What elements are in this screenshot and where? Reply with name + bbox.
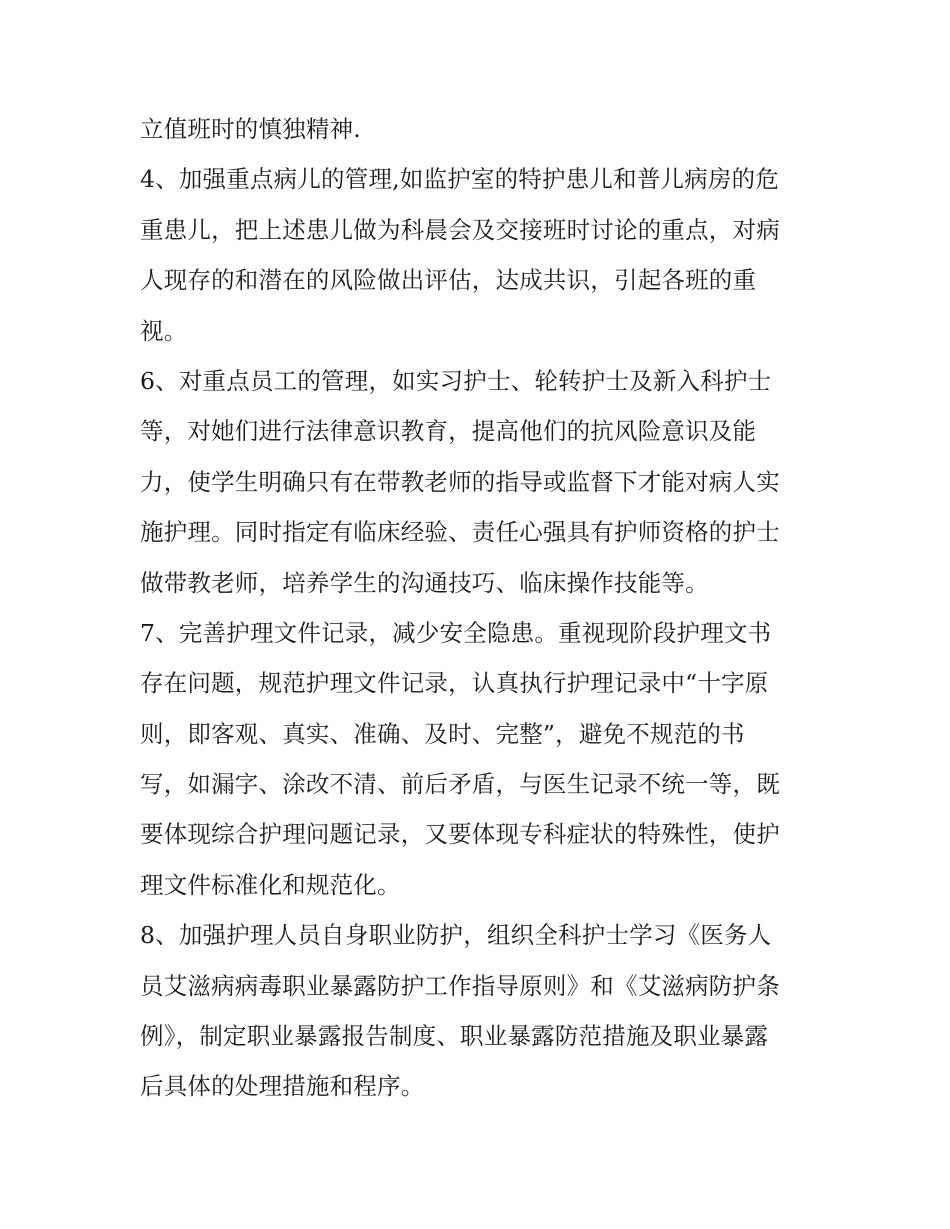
text-line-10: 做带教老师，培养学生的沟通技巧、临床操作技能等。 (140, 568, 709, 597)
text-line-12: 存在问题，规范护理文件记录，认真执行护理记录中“十字原 (140, 669, 769, 698)
text-line-11: 7、完善护理文件记录，减少安全隐患。重视现阶段护理文书 (140, 618, 772, 647)
text-line-8: 力，使学生明确只有在带教老师的指导或监督下才能对病人实 (140, 467, 780, 496)
text-line-2: 4、加强重点病儿的管理,如监护室的特护患儿和普儿病房的危 (140, 165, 780, 194)
text-line-13: 则，即客观、真实、准确、及时、完整”，避免不规范的书 (140, 719, 745, 748)
document-body (140, 104, 820, 1112)
text-line-14: 写，如漏字、涂改不清、前后矛盾，与医生记录不统一等，既 (140, 770, 780, 799)
text-line-19: 例》，制定职业暴露报告制度、职业暴露防范措施及职业暴露 (140, 1022, 769, 1051)
text-line-9: 施护理。同时指定有临床经验、责任心强具有护师资格的护士 (140, 518, 780, 547)
text-line-16: 理文件标准化和规范化。 (140, 870, 401, 899)
text-line-15: 要体现综合护理问题记录，又要体现专科症状的特殊性，使护 (140, 820, 780, 849)
text-line-3: 重患儿，把上述患儿做为科晨会及交接班时讨论的重点，对病 (140, 215, 780, 244)
text-line-17: 8、加强护理人员自身职业防护，组织全科护士学习《医务人 (140, 921, 772, 950)
text-line-5: 视。 (140, 316, 188, 345)
text-line-7: 等，对她们进行法律意识教育，提高他们的抗风险意识及能 (140, 417, 757, 446)
text-line-1: 立值班时的慎独精神. (140, 115, 361, 143)
text-line-6: 6、对重点员工的管理，如实习护士、轮转护士及新入科护士 (140, 366, 772, 395)
text-line-20: 后具体的处理措施和程序。 (140, 1072, 425, 1101)
text-line-4: 人现存的和潜在的风险做出评估，达成共识，引起各班的重 (140, 266, 757, 295)
text-line-18: 员艾滋病病毒职业暴露防护工作指导原则》和《艾滋病防护条 (140, 971, 780, 1000)
